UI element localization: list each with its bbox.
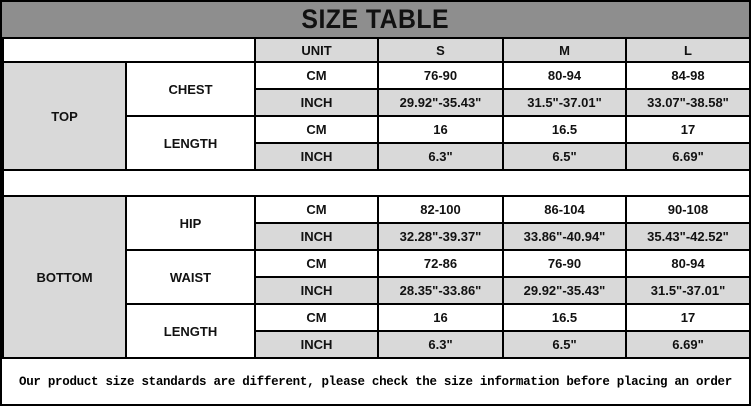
unit-cell: INCH [255, 89, 378, 116]
value-cell: 80-94 [626, 250, 750, 277]
value-cell: 16 [378, 304, 503, 331]
value-cell: 76-90 [378, 62, 503, 89]
size-note-footer [2, 359, 749, 405]
column-header-size-m: M [503, 38, 626, 62]
value-cell: 35.43"-42.52" [626, 223, 750, 250]
value-cell: 80-94 [503, 62, 626, 89]
measurement-label-length-bottom: LENGTH [126, 304, 255, 358]
value-cell: 32.28"-39.37" [378, 223, 503, 250]
value-cell: 76-90 [503, 250, 626, 277]
unit-cell: CM [255, 250, 378, 277]
value-cell: 31.5"-37.01" [503, 89, 626, 116]
section-gap-row [3, 170, 750, 196]
measurement-label-waist: WAIST [126, 250, 255, 304]
header-empty-cell [3, 38, 255, 62]
unit-cell: INCH [255, 143, 378, 170]
column-header-unit: UNIT [255, 38, 378, 62]
value-cell: 29.92"-35.43" [503, 277, 626, 304]
value-cell: 72-86 [378, 250, 503, 277]
value-cell: 33.86"-40.94" [503, 223, 626, 250]
value-cell: 6.5" [503, 331, 626, 358]
value-cell: 6.3" [378, 331, 503, 358]
unit-cell: INCH [255, 223, 378, 250]
section-gap-cell [3, 170, 750, 196]
size-table-title: SIZE TABLE [301, 4, 450, 34]
unit-cell: INCH [255, 277, 378, 304]
unit-cell: CM [255, 116, 378, 143]
table-row [3, 62, 750, 89]
header-row [3, 38, 750, 62]
value-cell: 16 [378, 116, 503, 143]
value-cell: 16.5 [503, 116, 626, 143]
size-table [2, 37, 751, 359]
measurement-label-hip: HIP [126, 196, 255, 250]
size-note-text: Our product size standards are different, please check the size information before placing an order [19, 375, 732, 389]
value-cell: 82-100 [378, 196, 503, 223]
value-cell: 31.5"-37.01" [626, 277, 750, 304]
table-row [3, 196, 750, 223]
value-cell: 16.5 [503, 304, 626, 331]
value-cell: 17 [626, 116, 750, 143]
value-cell: 6.5" [503, 143, 626, 170]
value-cell: 6.69" [626, 331, 750, 358]
section-label-top: TOP [3, 62, 126, 170]
measurement-label-length-top: LENGTH [126, 116, 255, 170]
value-cell: 33.07"-38.58" [626, 89, 750, 116]
value-cell: 86-104 [503, 196, 626, 223]
value-cell: 90-108 [626, 196, 750, 223]
value-cell: 6.3" [378, 143, 503, 170]
value-cell: 29.92"-35.43" [378, 89, 503, 116]
column-header-size-l: L [626, 38, 750, 62]
unit-cell: CM [255, 304, 378, 331]
unit-cell: INCH [255, 331, 378, 358]
unit-cell: CM [255, 196, 378, 223]
size-table-title-bar [2, 2, 749, 37]
value-cell: 17 [626, 304, 750, 331]
section-label-bottom: BOTTOM [3, 196, 126, 358]
value-cell: 6.69" [626, 143, 750, 170]
value-cell: 28.35"-33.86" [378, 277, 503, 304]
value-cell: 84-98 [626, 62, 750, 89]
measurement-label-chest: CHEST [126, 62, 255, 116]
unit-cell: CM [255, 62, 378, 89]
column-header-size-s: S [378, 38, 503, 62]
